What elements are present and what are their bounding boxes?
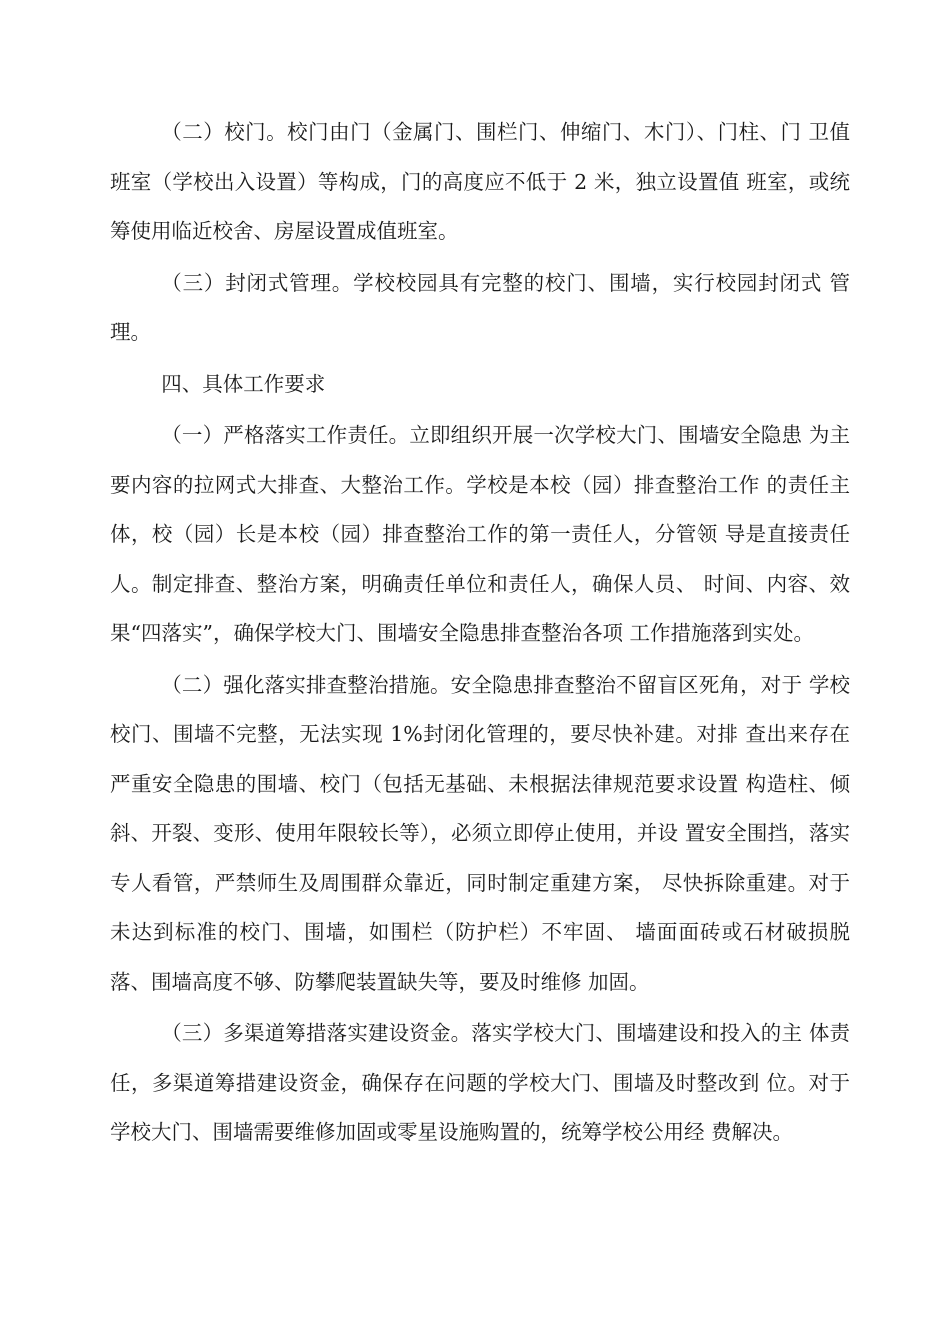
- paragraph-closed-management: （三）封闭式管理。学校校园具有完整的校门、围墙，实行校园封闭式 管理。: [110, 270, 850, 344]
- paragraph-school-gate: （二）校门。校门由门（金属门、围栏门、伸缩门、木门）、门柱、门 卫值班室（学校出入设置）等构成，门的高度应不低于 2 米，独立设置值 班室，或统筹使用临近校舍、房屋设置成值班室。: [110, 120, 850, 243]
- document-page: [110, 108, 850, 1158]
- paragraph-funding: （三）多渠道筹措落实建设资金。落实学校大门、围墙建设和投入的主 体责任，多渠道筹措建设资金，确保存在问题的学校大门、围墙及时整改到 位。对于学校大门、围墙需要维修加固或零星设施购置的，统筹学校公用经 费解决。: [110, 1021, 850, 1144]
- section-heading-requirements: 四、具体工作要求: [161, 371, 326, 396]
- paragraph-responsibility: （一）严格落实工作责任。立即组织开展一次学校大门、围墙安全隐患 为主要内容的拉网式大排查、大整治工作。学校是本校（园）排查整治工作 的责任主体，校（园）长是本校（园）排查整治工作的第一责任人，分管领 导是直接责任人。制定排查、整治方案，明确责任单位和责任人，确保人员、 时间、内容、效果“四落实”，确保学校大门、围墙安全隐患排查整治各项 工作措施落到实处。: [110, 423, 850, 645]
- paragraph-rectification-measures: （二）强化落实排查整治措施。安全隐患排查整治不留盲区死角，对于 学校校门、围墙不完整，无法实现 1%封闭化管理的，要尽快补建。对排 查出来存在严重安全隐患的围墙、校门（包括无基础、未根据法律规范要求设置 构造柱、倾斜、开裂、变形、使用年限较长等），必须立即停止使用，并设 置安全围挡，落实专人看管，严禁师生及周围群众靠近，同时制定重建方案， 尽快拆除重建。对于未达到标准的校门、围墙，如围栏（防护栏）不牢固、 墙面面砖或石材破损脱落、围墙高度不够、防攀爬装置缺失等，要及时维修 加固。: [110, 672, 850, 994]
